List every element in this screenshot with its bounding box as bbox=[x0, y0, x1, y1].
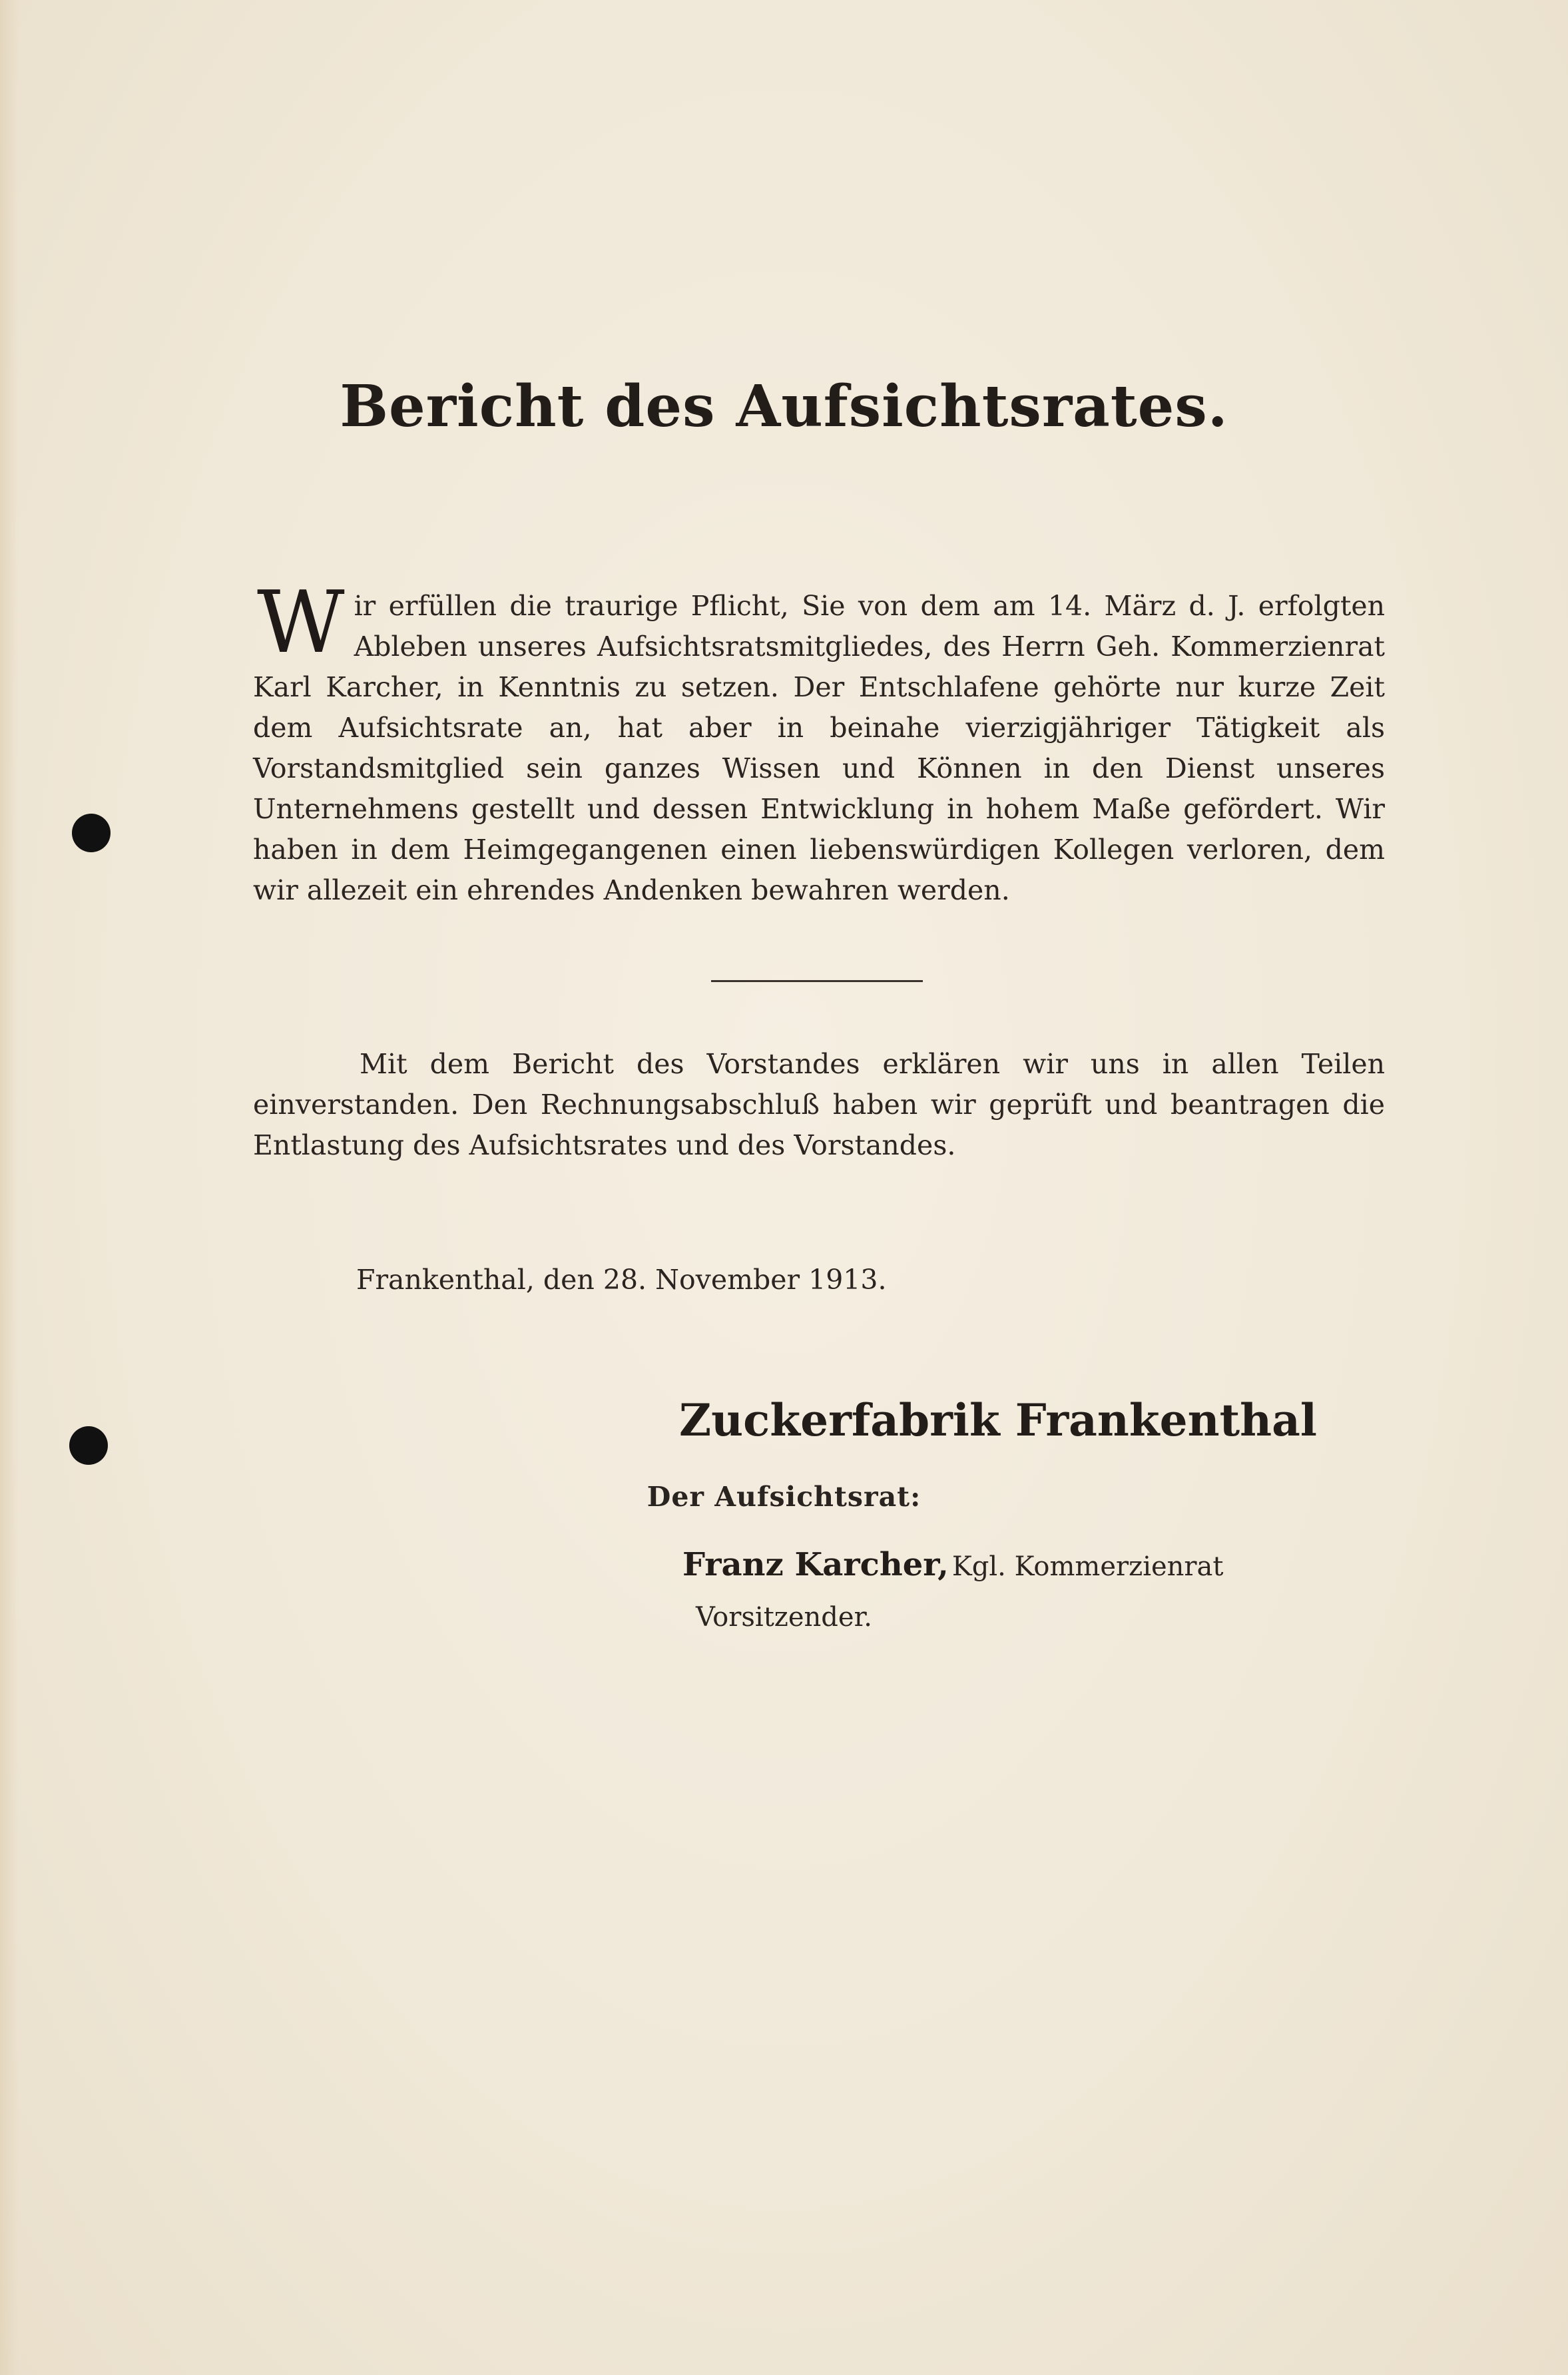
dateline: Frankenthal, den 28. November 1913. bbox=[356, 1264, 887, 1296]
paragraph-memorial bbox=[253, 573, 1385, 911]
drop-cap: W bbox=[257, 573, 345, 672]
signer-role: Vorsitzender. bbox=[695, 1602, 873, 1633]
page-title: Bericht des Aufsichtsrates. bbox=[340, 373, 1228, 440]
signer-title: Kgl. Kommerzienrat bbox=[951, 1551, 1224, 1582]
page-edge-shadow bbox=[0, 0, 19, 2375]
signer-name: Franz Karcher, bbox=[682, 1546, 949, 1583]
signer-line bbox=[682, 1546, 1223, 1583]
paragraph-memorial-text: ir erfüllen die traurige Pflicht, Sie von dem am 14. März d. J. erfolgten Ableben unseres Aufsichtsratsmitgliedes, des Herrn Geh. Kommerzienrat Karl Karcher, in Kenntnis zu setzen. Der Entschlafene gehörte nur kurze Zeit dem Aufsichtsrate an, hat aber in beinahe vierzigjähriger Tätigkeit als Vorstandsmitglied sein ganzes Wissen und Können in den Dienst unseres Unternehmens gestellt und dessen Entwicklung in hohem Maße gefördert. Wir haben in dem Heimgegangenen einen liebenswürdigen Kollegen verloren, dem wir allezeit ein ehrendes Andenken bewahren werden. bbox=[253, 590, 1385, 906]
section-divider bbox=[711, 980, 923, 982]
paragraph-approval: Mit dem Bericht des Vorstandes erklären wir uns in allen Teilen einverstanden. Den Rechnungsabschluß haben wir geprüft und beantragen die Entlastung des Aufsichtsrates und des Vorstandes. bbox=[253, 1048, 1385, 1161]
board-label: Der Aufsichtsrat: bbox=[647, 1481, 921, 1513]
punch-hole-upper bbox=[72, 814, 111, 852]
company-name: Zuckerfabrik Frankenthal bbox=[679, 1394, 1317, 1446]
punch-hole-lower bbox=[69, 1426, 108, 1465]
